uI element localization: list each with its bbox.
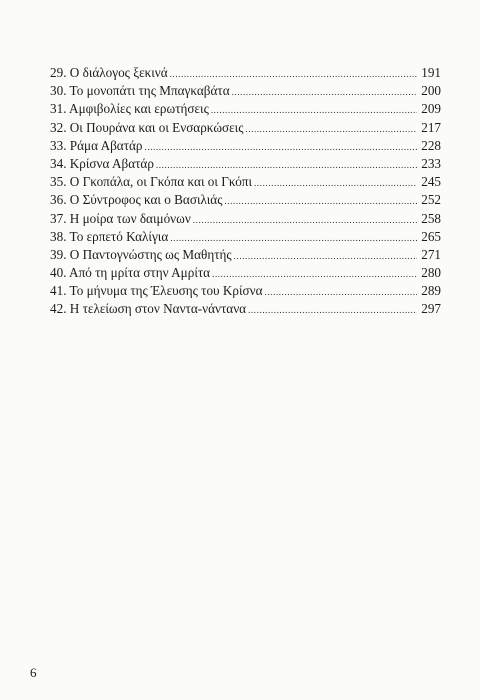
dot-leader [143, 138, 417, 156]
toc-entry [50, 137, 441, 155]
dot-leader [168, 65, 417, 83]
toc-entry-title: 38. Το ερπετό Καλίγια [50, 228, 169, 244]
toc-entry-title: 35. Ο Γκοπάλα, οι Γκόπα και οι Γκόπι [50, 174, 253, 190]
toc-entry-title: 41. Το μήνυμα της Έλευσης του Κρίσνα [50, 283, 263, 299]
dot-leader [252, 174, 417, 192]
toc-entry-title: 42. Η τελείωση στον Ναντα-νάντανα [50, 301, 247, 317]
toc-entry [50, 300, 441, 318]
toc-entry-title: 33. Ράμα Αβατάρ [50, 137, 143, 153]
toc-entry-page: 280 [421, 265, 441, 281]
toc-entry-page: 209 [421, 101, 441, 117]
toc-entry-title: 39. Ο Παντογνώστης ως Μαθητής [50, 246, 232, 262]
toc-entry [50, 228, 441, 246]
dot-leader [191, 211, 417, 229]
dot-leader [168, 229, 417, 247]
toc-entry-page: 289 [421, 283, 441, 299]
toc-entry [50, 264, 441, 282]
toc-entry [50, 119, 441, 137]
toc-entry [50, 173, 441, 191]
toc-entry-page: 217 [421, 119, 441, 135]
toc-entry-page: 228 [421, 137, 441, 153]
toc-entry-title: 36. Ο Σύντροφος και ο Βασιλιάς [50, 192, 223, 208]
toc-entry-page: 233 [421, 155, 441, 171]
toc-entry-title: 34. Κρίσνα Αβατάρ [50, 155, 154, 171]
dot-leader [222, 192, 417, 210]
toc-entry-title: 32. Οι Πουράνα και οι Ενσαρκώσεις [50, 119, 244, 135]
toc-entry-title: 31. Αμφιβολίες και ερωτήσεις [50, 101, 209, 117]
toc-entry [50, 210, 441, 228]
toc-entry-page: 271 [421, 246, 441, 262]
dot-leader [210, 265, 417, 283]
dot-leader [243, 120, 417, 138]
toc-entry [50, 155, 441, 173]
toc-entry [50, 100, 441, 118]
toc-entry [50, 191, 441, 209]
toc-entry-page: 252 [421, 192, 441, 208]
toc-entry-page: 191 [421, 65, 441, 80]
dot-leader [230, 83, 417, 101]
toc-entry-title: 30. Το μονοπάτι της Μπαγκαβάτα [50, 83, 230, 99]
toc-entry [50, 282, 441, 300]
page-number: 6 [30, 665, 37, 680]
toc-entry [50, 64, 441, 82]
toc-entry [50, 82, 441, 100]
dot-leader [232, 247, 417, 265]
toc-entry-title: 37. Η μοίρα των δαιμόνων [50, 210, 191, 226]
table-of-contents [50, 64, 441, 319]
dot-leader [209, 101, 417, 119]
toc-entry-page: 200 [421, 83, 441, 99]
toc-entry-page: 265 [421, 228, 441, 244]
toc-entry-title: 40. Από τη μρίτα στην Αμρίτα [50, 265, 211, 281]
dot-leader [263, 283, 417, 301]
toc-entry-page: 297 [421, 301, 441, 317]
toc-entry-page: 245 [421, 174, 441, 190]
toc-entry-page: 258 [421, 210, 441, 226]
dot-leader [246, 301, 417, 319]
toc-entry-title: 29. Ο διάλογος ξεκινά [50, 65, 168, 80]
dot-leader [154, 156, 417, 174]
toc-entry [50, 246, 441, 264]
